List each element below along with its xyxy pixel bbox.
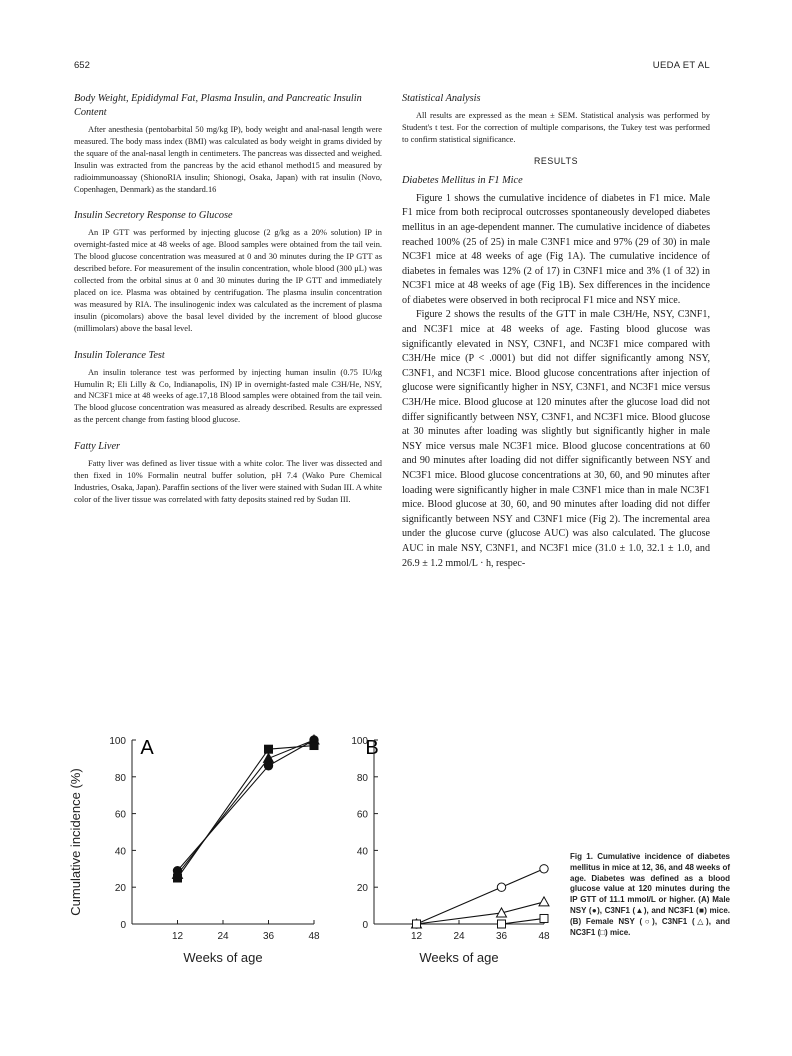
panel-b-x-tick-label: 36 (495, 931, 508, 942)
section-title-body-weight: Body Weight, Epididymal Fat, Plasma Insulin, and Pancreatic Insulin Content (74, 93, 362, 118)
left-column (74, 92, 382, 506)
results-paragraph-2: Figure 2 shows the results of the GTT in male C3H/He, NSY, C3NF1, and NC3F1 mice at 48 weeks of age. Fasting blood glucose was significantly elevated in NSY, C3NF1, and NC3F1 mice compared with C3H/He mice (P < .0001) but did not differ significantly among NSY, C3NF1, and NC3F1 mice. Blood glucose concentrations after injection of glucose were significantly higher in NSY, C3NF1, and NC3F1 mice versus C3H/He mice. Blood glucose at 120 minutes after the glucose load did not differ significantly between NSY, C3NF1, and NC3F1 mice. Blood glucose at 30 minutes after loading was slightly but significantly higher in male NSY mice versus male NC3F1 mice. Blood glucose concentrations at 60 and 90 minutes after loading did not differ significantly between NSY and NC3F1 mice. Blood glucose concentrations at 30, 60, and 90 minutes after loading were significantly higher in male C3NF1 mice than in male NC3F1 mice. Blood glucose at 30, 60, and 90 minutes after loading did not differ significantly between NSY and C3NF1 mice (Fig 2). The incremental area under the glucose curve (glucose AUC) was also calculated. The glucose AUC in male NSY, C3NF1, and NC3F1 mice (31.0 ± 1.0, 32.1 ± 1.0, and 26.9 ± 1.2 mmol/L · h, respec- (402, 309, 710, 569)
panel-b-x-tick-label: 24 (453, 931, 465, 942)
panel-a-y-tick-label: 100 (109, 736, 126, 747)
panel-a-y-tick-label: 80 (114, 772, 126, 784)
panel-a-y-tick-label: 40 (114, 846, 126, 858)
panel-a-y-tick-label: 20 (114, 883, 126, 895)
figure-caption: Fig 1. Cumulative incidence of diabetes mellitus in mice at 12, 36, and 48 weeks of age. Diabetes was defined as a blood glucose value at 120 minutes during the IP GTT of 11.1 mmol/L or higher. (A) Male NSY (●), C3NF1 (▲), and NC3F1 (■) mice. (B) Female NSY (○), C3NF1 (△), and NC3F1 (□) mice. (570, 852, 730, 937)
figure-1 (62, 732, 730, 1032)
panel-a-series-line-c3nf1 (178, 740, 315, 874)
panel-b-y-tick-label: 20 (356, 883, 368, 895)
panel-a-letter: A (140, 737, 154, 759)
page-number: 652 (74, 60, 90, 71)
section-title-diabetes: Diabetes Mellitus in F1 Mice (402, 174, 523, 186)
panel-a-y-axis-title: Cumulative incidence (%) (68, 768, 83, 916)
panel-b-y-tick-label: 60 (356, 809, 368, 821)
panel-b-point-nsy (497, 883, 505, 891)
panel-b-point-nc3f1 (540, 914, 548, 922)
section-title-insulin-tolerance: Insulin Tolerance Test (74, 349, 165, 361)
panel-a-x-tick-label: 36 (262, 931, 275, 942)
figure-1-charts (62, 732, 562, 1032)
section-text-body-weight: After anesthesia (pentobarbital 50 mg/kg IP), body weight and anal-nasal length were measured. The body mass index (BMI) was calculated as body weight in grams divided by the square of the anal-nasal length in centimeters. The pancreas was dissected and weighed. Insulin was extracted from the pancreas by the acid ethanol method15 and measured by radioimmunoassay (ShionoRIA insulin; Shionogi, Osaka, Japan) with rat insulin (Novo, Copenhagen, Denmark) as the standard.16 (74, 125, 382, 194)
panel-a-x-tick-label: 12 (171, 931, 184, 942)
section-text-insulin-secretory: An IP GTT was performed by injecting glucose (2 g/kg as a 20% solution) IP in overnight-fasted mice at 48 weeks of age. Blood samples were obtained from the tail vein. The blood glucose concentration was measured at 0 and 30 minutes during the IP GTT as described before. For measurement of the insulin concentration, whole blood (300 μL) was collected from the orbital sinus at 0 and 30 minutes during the IP GTT and immediately placed on ice. Plasma was obtained by centrifugation. The plasma insulin concentration was measured by RIA. The insulinogenic index was calculated as the increment of plasma insulin (picomolars) above the basal level divided by the increment of blood glucose (millimolars) above the basal level. (74, 228, 382, 333)
section-text-fatty-liver: Fatty liver was defined as liver tissue with a white color. The liver was dissected and then fixed in 10% Formalin neutral buffer solution, pH 7.4 (Wako Pure Chemical Industries, Osaka, Japan). Paraffin sections of the liver were stained with Sudan III. A white color of the liver tissue was correlated with fatty deposits stained red by Sudan III. (74, 459, 382, 504)
panel-b-y-tick-label: 80 (356, 772, 368, 784)
panel-b-point-nc3f1 (498, 920, 506, 928)
panel-b-x-tick-label: 48 (538, 931, 550, 942)
panel-b-point-nsy (540, 865, 548, 873)
panel-b-y-tick-label: 0 (362, 920, 368, 931)
section-text-statistical: All results are expressed as the mean ± SEM. Statistical analysis was performed by Student's t test. For the correction of multiple comparisons, the Tukey test was performed to confirm statistical significance. (402, 111, 710, 144)
section-title-fatty-liver: Fatty Liver (74, 441, 121, 453)
panel-a-x-tick-label: 24 (217, 931, 229, 942)
panel-a-y-tick-label: 0 (120, 920, 126, 931)
panel-a-series-line-nc3f1 (178, 746, 315, 878)
panel-b-x-tick-label: 12 (410, 931, 423, 942)
panel-b-point-c3nf1 (539, 897, 549, 906)
section-title-insulin-secretory: Insulin Secretory Response to Glucose (74, 210, 233, 222)
panel-b-y-tick-label: 100 (351, 736, 368, 747)
panel-b-point-nc3f1 (413, 920, 421, 928)
running-title: UEDA ET AL (652, 60, 710, 71)
panel-a-point-nc3f1 (174, 874, 182, 882)
panel-b-x-axis-title: Weeks of age (419, 950, 499, 965)
panel-a-point-nc3f1 (265, 745, 273, 753)
results-heading: RESULTS (533, 155, 579, 166)
right-column (402, 92, 710, 571)
panel-b-letter: B (365, 737, 379, 759)
section-title-statistical: Statistical Analysis (402, 93, 481, 104)
panel-a-x-tick-label: 48 (308, 931, 320, 942)
panel-a-x-axis-title: Weeks of age (183, 950, 263, 965)
results-paragraph-1: Figure 1 shows the cumulative incidence of diabetes in F1 mice. Male F1 mice from both reciprocal outcrosses spontaneously developed diabetes mellitus in an age-dependent manner. The cumulative incidence of diabetes reached 100% (25 of 25) in male C3NF1 mice and 97% (29 of 30) in male NC3F1 mice at 48 weeks of age (Fig 1A). The cumulative incidence of diabetes in females was 12% (2 of 17) in C3NF1 mice and 3% (1 of 32) in NC3F1 mice at 48 weeks of age (Fig 1B). Sex differences in the incidence of diabetes were observed in both reciprocal F1 mice and NSY mice. (402, 192, 710, 306)
section-text-insulin-tolerance: An insulin tolerance test was performed by injecting human insulin (0.75 IU/kg Humulin R; Eli Lilly & Co, Indianapolis, IN) IP in overnight-fasted male C3H/He, NSY, and NC3F1 mice at 48 weeks of age.17,18 Blood samples were obtained from the tail vein. The blood glucose concentration was measured as already described. Results are expressed as the percent change from fasting blood glucose. (74, 367, 382, 425)
panel-a-series-line-nsy (178, 740, 315, 871)
panel-b-y-tick-label: 40 (356, 846, 368, 858)
panel-a-y-tick-label: 60 (114, 809, 126, 821)
panel-a-point-nc3f1 (310, 742, 318, 750)
